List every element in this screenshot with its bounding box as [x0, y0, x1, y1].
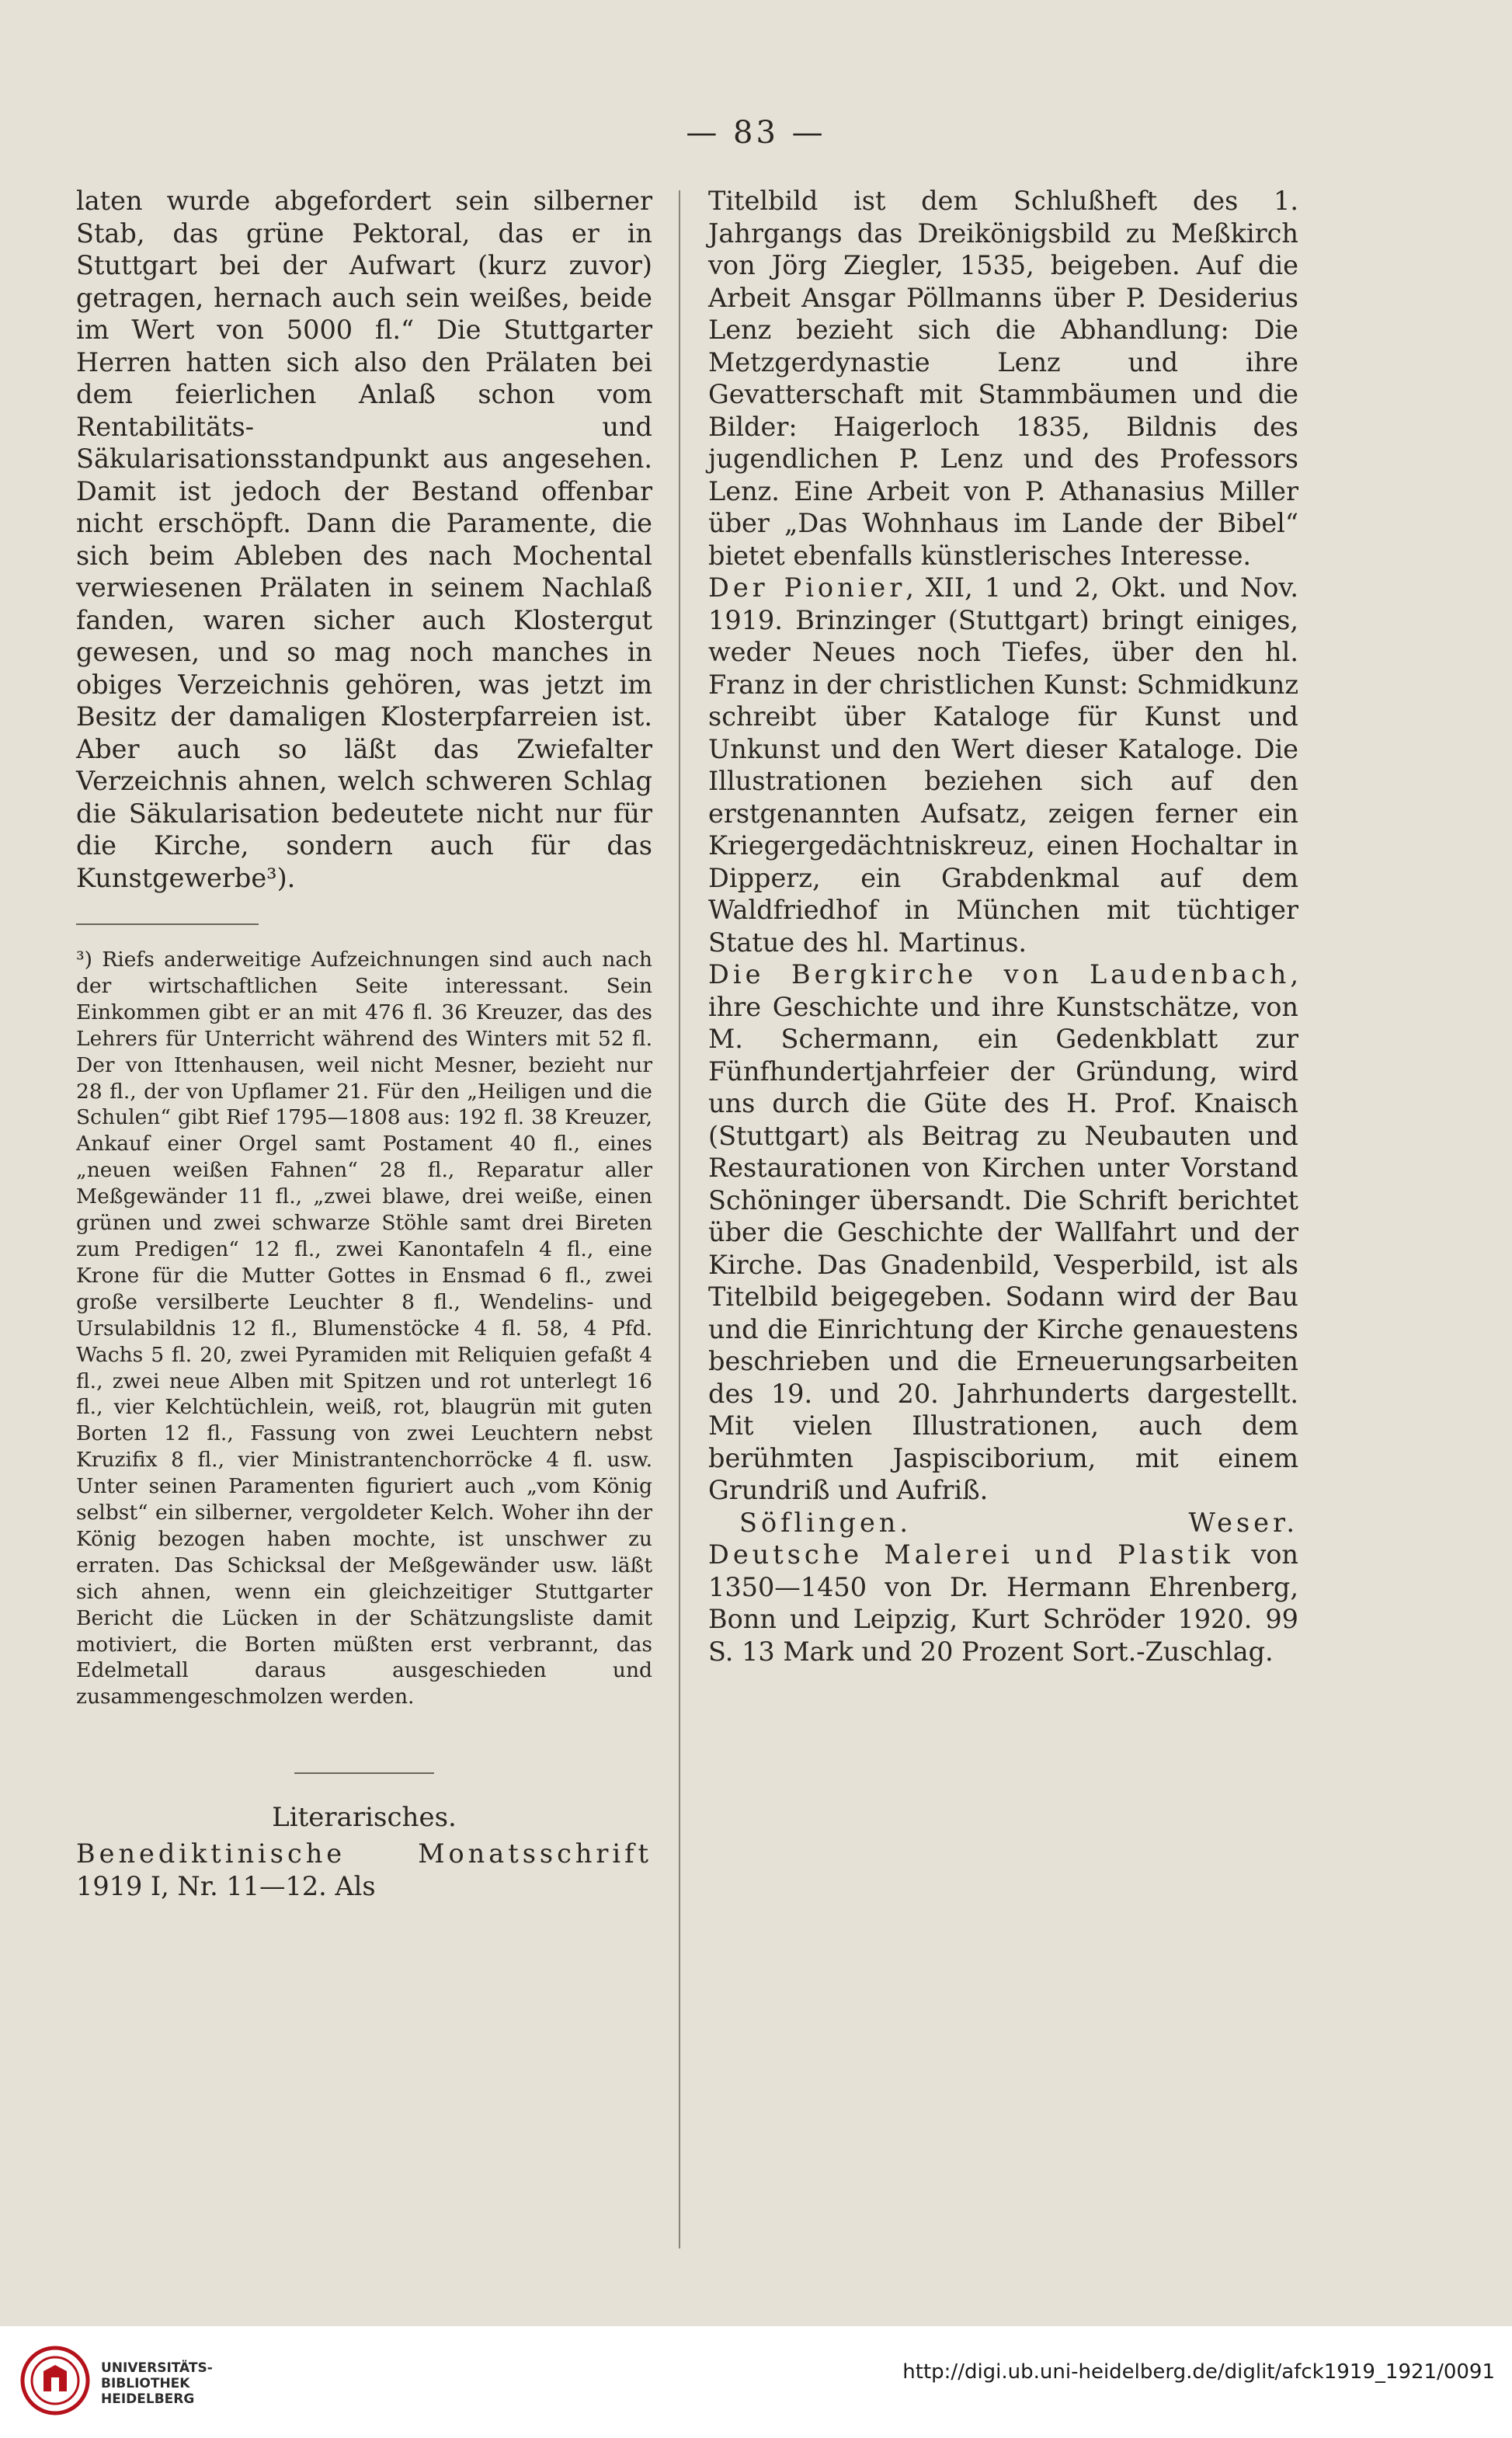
review-entry-malerei — [708, 1539, 1298, 1668]
source-url-link[interactable]: http://digi.ub.uni-heidelberg.de/diglit/afck1919_1921/0091 — [902, 2360, 1495, 2384]
page-number: — 83 — — [686, 115, 826, 151]
entry-title: Der Pionier — [708, 572, 906, 603]
entry-text: , ihre Geschichte und ihre Kunstschätze, von M. Schermann, ein Gedenkblatt zur Fünfhundertjahrfeier der Gründung, wird uns durch die Güte des H. Prof. Knaisch (Stuttgart) als Beitrag zu Neubauten und Restaurationen von Kirchen unter Vorstand Schöninger übersandt. Die Schrift berichtet über die Geschichte der Wallfahrt und der Kirche. Das Gnadenbild, Vesperbild, ist als Titelbild beigegeben. Sodann wird der Bau und die Einrichtung der Kirche genauestens beschrieben und die Erneuerungsarbeiten des 19. und 20. Jahrhunderts dargestellt. Mit vielen Illustrationen, auch dem berühmten Jaspisciborium, mit einem Grundriß und Aufriß. — [708, 959, 1298, 1505]
left-column — [76, 185, 652, 1902]
library-name-line: UNIVERSITÄTS- — [101, 2360, 213, 2376]
review-paragraph-1: Titelbild ist dem Schlußheft des 1. Jahrgangs das Dreikönigsbild zu Meßkirch von Jörg Ziegler, 1535, beigeben. Auf die Arbeit Ansgar Pöllmanns über P. Desiderius Lenz bezieht sich die Abhandlung: Die Metzgerdynastie Lenz und ihre Gevatterschaft mit Stammbäumen und die Bilder: Haigerloch 1835, Bildnis des jugendlichen P. Lenz und des Professors Lenz. Eine Arbeit von P. Athanasius Miller über „Das Wohnhaus im Lande der Bibel“ bietet ebenfalls künstlerisches Interesse. — [708, 186, 1298, 571]
section-start-title: Benediktinische Monatsschrift — [76, 1838, 652, 1869]
footnote: ³) Riefs anderweitige Aufzeichnungen sind auch nach der wirtschaftlichen Seite interessant. Sein Einkommen gibt er an mit 476 fl. 36 Kreuzer, das des Lehrers für Unterricht während des Winters mit 52 fl. Der von Ittenhausen, weil nicht Mesner, bezieht nur 28 fl., der von Upflamer 21. Für den „Heiligen und die Schulen“ gibt Rief 1795—1808 aus: 192 fl. 38 Kreuzer, Ankauf einer Orgel samt Postament 40 fl., eines „neuen weißen Fahnen“ 28 fl., Reparatur aller Meßgewänder 11 fl., „zwei blawe, drei weiße, einen grünen und zwei schwarze Stöhle samt drei Bireten zum Predigen“ 12 fl., zwei Kanontafeln 4 fl., eine Krone für die Mutter Gottes in Ensmad 6 fl., zwei große versilberte Leuchter 8 fl., Wendelins- und Ursulabildnis 12 fl., Blumenstöcke 4 fl. 58, 4 Pfd. Wachs 5 fl. 20, zwei Pyramiden mit Reliquien gefaßt 4 fl., zwei neue Alben mit Spitzen und rot unterlegt 16 fl., vier Kelchtüchlein, weiß, rot, blaugrün mit guten Borten 12 fl., Fassung von zwei Leuchtern nebst Kruzifix 8 fl., vier Ministrantenchorröcke 4 fl. usw. Unter seinen Paramenten figuriert auch „vom König selbst“ ein silberner, vergoldeter Kelch. Woher ihn der König bezogen haben mochte, ist unschwer zu erraten. Das Schicksal der Meßgewänder usw. läßt sich ahnen, wenn ein gleichzeitiger Stuttgarter Bericht die Lücken in der Schätzungsliste damit motiviert, die Borten müßten erst verbrannt, das Edelmetall daraus ausgeschieden und zusammengeschmolzen werden. — [76, 948, 652, 1709]
entry-title: Die Bergkirche von Laudenbach — [708, 959, 1291, 989]
library-name — [101, 2360, 213, 2407]
main-text: laten wurde abgefordert sein silberner Stab, das grüne Pektoral, das er in Stuttgart bei der Aufwart (kurz zuvor) getragen, hernach auch sein weißes, beide im Wert von 5000 fl.“ Die Stuttgarter Herren hatten sich also den Prälaten bei dem feierlichen Anlaß schon vom Rentabilitäts- und Säkularisationsstandpunkt aus angesehen. Damit ist jedoch der Bestand offenbar nicht erschöpft. Dann die Paramente, die sich beim Ableben des nach Mochental verwiesenen Prälaten in seinem Nachlaß fanden, waren sicher auch Klostergut gewesen, und so mag noch manches in obiges Verzeichnis gehören, was jetzt im Besitz der damaligen Klosterpfarreien ist. Aber auch so läßt das Zwiefalter Verzeichnis ahnen, welch schweren Schlag die Säkularisation bedeutete nicht nur für die Kirche, sondern auch für das Kunstgewerbe³). — [76, 186, 652, 893]
entry-title: Deutsche Malerei und Plastik — [708, 1539, 1234, 1570]
review-entry-pionier — [708, 572, 1298, 958]
signature-place: Söflingen. — [739, 1507, 912, 1538]
section-start-text: 1919 I, Nr. 11—12. Als — [76, 1870, 376, 1901]
university-seal-icon — [20, 2343, 90, 2418]
footnote-rule — [76, 923, 259, 925]
footer-bar — [0, 2326, 1512, 2438]
section-rule — [294, 1772, 434, 1774]
column-divider — [679, 190, 680, 2248]
right-column — [708, 185, 1298, 1668]
review-signature — [708, 1507, 1298, 1539]
entry-text: , XII, 1 und 2, Okt. und Nov. 1919. Brinzinger (Stuttgart) bringt einiges, weder Neues noch Tiefes, über den hl. Franz in der christlichen Kunst: Schmidkunz schreibt über Kataloge für Kunst und Unkunst und den Wert dieser Kataloge. Die Illustrationen beziehen sich auf den erstgenannten Aufsatz, zeigen ferner ein Kriegergedächtniskreuz, einen Hochaltar in Dipperz, ein Grabdenkmal auf dem Waldfriedhof in München mit tüchtiger Statue des hl. Martinus. — [708, 572, 1298, 958]
library-name-line: BIBLIOTHEK — [101, 2376, 190, 2391]
section-start — [76, 1838, 652, 1902]
library-name-line: HEIDELBERG — [101, 2391, 195, 2407]
signature-name: Weser. — [1188, 1507, 1298, 1538]
review-entry-bergkirche — [708, 958, 1298, 1507]
section-heading: Literarisches. — [272, 1802, 457, 1834]
entry-text: von 1350—1450 von Dr. Hermann Ehrenberg, Bonn und Leipzig, Kurt Schröder 1920. 99 S. 13 Mark und 20 Prozent Sort.-Zuschlag. — [708, 1539, 1298, 1667]
